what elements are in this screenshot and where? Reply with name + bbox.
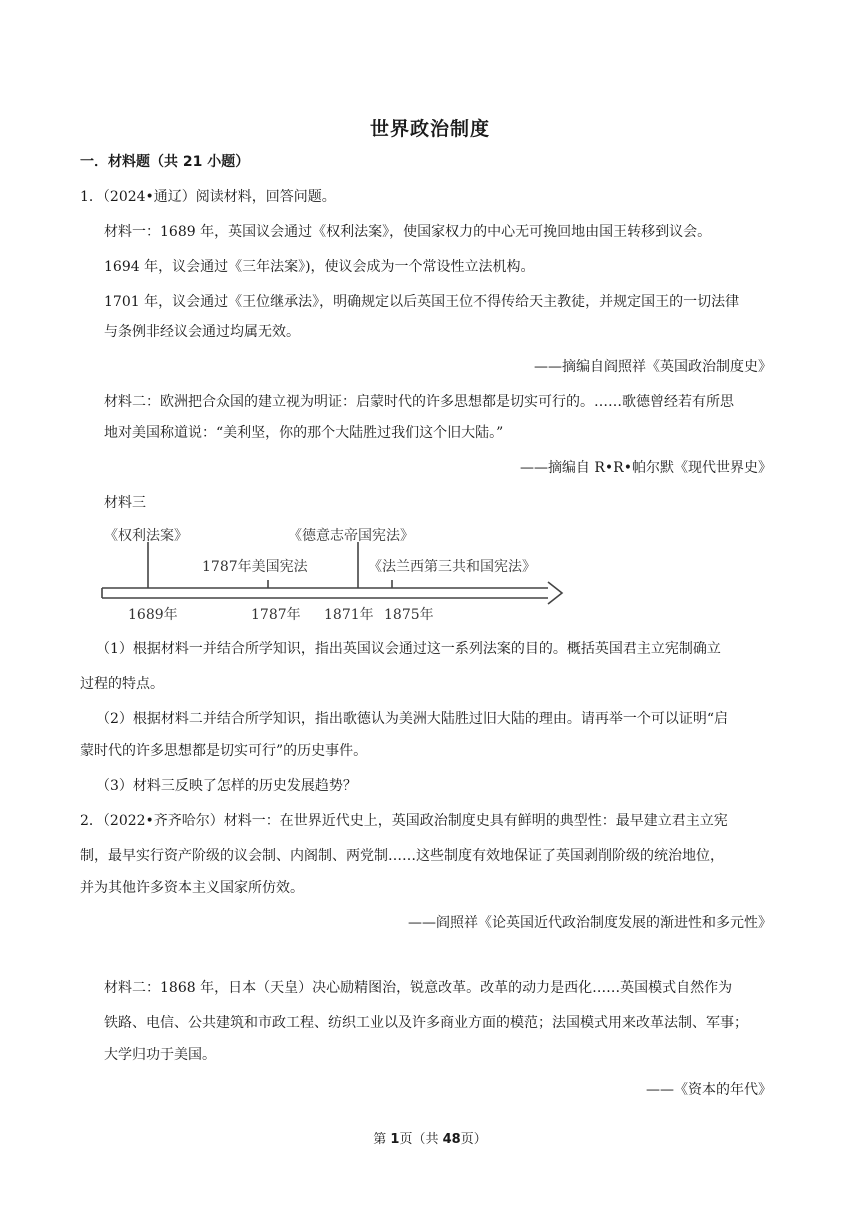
q1-material1-line4: 与条例非经议会通过均属无效。 (104, 324, 300, 340)
footer-total-pages: 48 (442, 1132, 461, 1147)
timeline-label-us-constitution: 1787年美国宪法 (202, 559, 308, 575)
timeline-label-german-constitution: 《德意志帝国宪法》 (288, 528, 414, 544)
page-title: 世界政治制度 (369, 118, 490, 140)
footer-middle: 页（共 (399, 1132, 443, 1147)
q1-material1-line1: 材料一：1689 年，英国议会通过《权利法案》，使国家权力的中心无可挽回地由国王转移到议会。 (104, 224, 712, 240)
q1-material2-line1: 材料二：欧洲把合众国的建立视为明证：启蒙时代的许多思想都是切实可行的。……歌德曾经若有所思 (104, 394, 734, 410)
q1-material1-line3: 1701 年，议会通过《王位继承法》，明确规定以后英国王位不得传给天主教徒，并规定国王的一切法律 (104, 294, 740, 310)
q1-material1-source: ——摘编自阎照祥《英国政治制度史》 (534, 359, 772, 375)
footer-suffix: 页） (460, 1132, 487, 1147)
q1-sub2-line2: 蒙时代的许多思想都是切实可行”的历史事件。 (80, 743, 368, 759)
q2-source1: ——阎照祥《论英国近代政治制度发展的渐进性和多元性》 (408, 915, 772, 931)
q1-material2-source: ——摘编自 R•R•帕尔默《现代世界史》 (519, 460, 772, 476)
q1-sub1-line1: （1）根据材料一并结合所学知识，指出英国议会通过这一系列法案的目的。概括英国君主立宪制确立 (96, 641, 721, 657)
page-footer (0, 1128, 860, 1147)
q1-sub3: （3）材料三反映了怎样的历史发展趋势？ (96, 778, 357, 794)
timeline-label-french-constitution: 《法兰西第三共和国宪法》 (368, 559, 536, 575)
q1-material3-label: 材料三 (104, 495, 146, 511)
timeline-year-1689: 1689年 (128, 607, 178, 623)
footer-prefix: 第 (373, 1132, 391, 1147)
timeline-year-1875: 1875年 (384, 607, 434, 623)
q2-line2: 制，最早实行资产阶级的议会制、内阁制、两党制……这些制度有效地保证了英国剥削阶级的统治地位， (80, 848, 724, 864)
q1-material1-line2: 1694 年，议会通过《三年法案》)，使议会成为一个常设性立法机构。 (104, 259, 535, 275)
q2-line3: 并为其他许多资本主义国家所仿效。 (80, 880, 304, 896)
q2-material2-line3: 大学归功于美国。 (104, 1047, 216, 1063)
timeline-figure (100, 520, 570, 630)
q2-material2-line2: 铁路、电信、公共建筑和市政工程、纺织工业以及许多商业方面的模范；法国模式用来改革法制、军事； (104, 1015, 748, 1031)
timeline-label-bill-of-rights: 《权利法案》 (104, 528, 188, 544)
q2-source2: ——《资本的年代》 (646, 1082, 772, 1098)
timeline-year-1871: 1871年 (324, 607, 374, 623)
q1-sub1-line2: 过程的特点。 (80, 676, 164, 692)
q1-sub2-line1: （2）根据材料二并结合所学知识，指出歌德认为美洲大陆胜过旧大陆的理由。请再举一个可以证明“启 (96, 711, 729, 727)
q1-stem: 1．（2024•通辽）阅读材料，回答问题。 (80, 189, 336, 205)
section-heading: 一．材料题（共 21 小题） (80, 154, 250, 170)
timeline-year-1787: 1787年 (251, 607, 301, 623)
q2-line1: 2．（2022•齐齐哈尔）材料一：在世界近代史上，英国政治制度史具有鲜明的典型性：最早建立君主立宪 (80, 813, 728, 829)
q2-material2-line1: 材料二：1868 年，日本（天皇）决心励精图治，锐意改革。改革的动力是西化……英国模式自然作为 (104, 980, 733, 996)
q1-material2-line2: 地对美国称道说：“美利坚，你的那个大陆胜过我们这个旧大陆。” (104, 425, 504, 441)
footer-page-number: 1 (390, 1132, 400, 1147)
